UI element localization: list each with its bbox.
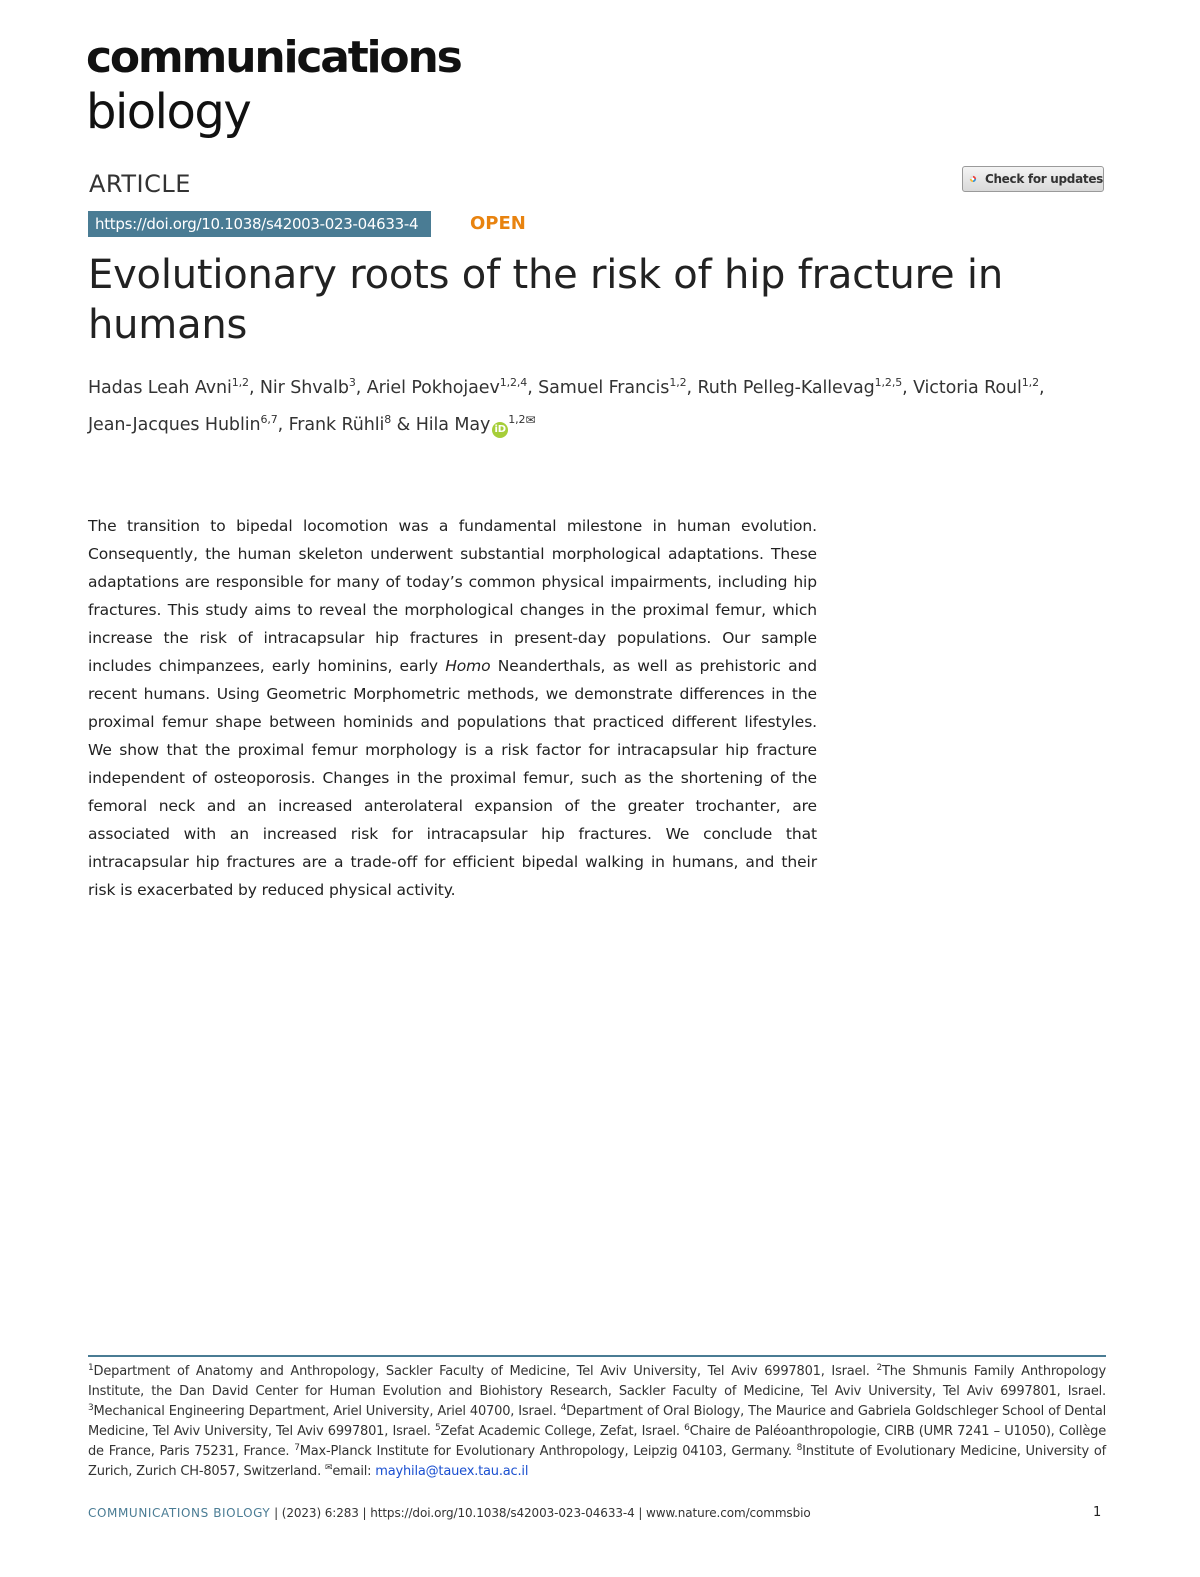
envelope-icon[interactable]: ✉ <box>525 413 536 427</box>
email-link[interactable]: mayhila@tauex.tau.ac.il <box>375 1464 529 1479</box>
crossmark-icon <box>969 170 977 188</box>
page-number: 1 <box>1093 1505 1102 1520</box>
author[interactable]: Hadas Leah Avni$^{1,2}$ <box>88 376 249 398</box>
page-footer: COMMUNICATIONS BIOLOGY | (2023) 6:283 | https://doi.org/10.1038/s42003-023-04633-4 | www.nature.com/commsbio <box>88 1506 811 1520</box>
open-access-label: OPEN <box>470 213 526 234</box>
journal-name-line1: communications <box>86 32 461 83</box>
author[interactable]: Ariel Pokhojaev$^{1,2,4}$ <box>366 376 528 398</box>
check-for-updates-label: Check for updates <box>984 172 1103 186</box>
author[interactable]: Nir Shvalb$^3$ <box>259 376 356 398</box>
journal-name-line2: biology <box>86 84 251 140</box>
orcid-icon[interactable]: iD <box>492 422 508 438</box>
abstract: The transition to bipedal locomotion was a fundamental milestone in human evolution. Consequently, the human skeleton underwent substantial morphological adaptations. These adaptations are responsible for many of today’s common physical impairments, including hip fractures. This study aims to reveal the morphological changes in the proximal femur, which increase the risk of intracapsular hip fractures in present-day populations. Our sample includes chimpanzees, early hominins, early Homo Neanderthals, as well as prehistoric and recent humans. Using Geometric Morphometric methods, we demonstrate differences in the proximal femur shape between hominids and populations that practiced different lifestyles. We show that the proximal femur morphology is a risk factor for intracapsular hip fracture independent of osteoporosis. Changes in the proximal femur, such as the shortening of the femoral neck and an increased anterolateral expansion of the greater trochanter, are associated with an increased risk for intracapsular hip fractures. We conclude that intracapsular hip fractures are a trade-off for efficient bipedal walking in humans, and their risk is exacerbated by reduced physical activity. <box>88 517 817 899</box>
affiliations: $^1$Department of Anatomy and Anthropology, Sackler Faculty of Medicine, Tel Aviv University, Tel Aviv 6997801, Israel. $^2$The Shmunis Family Anthropology Institute, the Dan David Center for Human Evolution and Biohistory Research, Sackler Faculty of Medicine, Tel Aviv University, Tel Aviv 6997801, Israel. $^3$Mechanical Engineering Department, Ariel University, Ariel 40700, Israel. $^4$Department of Oral Biology, The Maurice and Gabriela Goldschleger School of Dental Medicine, Tel Aviv University, Tel Aviv 6997801, Israel. $^5$Zefat Academic College, Zefat, Israel. $^6$Chaire de Paléoanthropologie, CIRB (UMR 7241 – U1050), Collège de France, Paris 75231, France. $^7$Max-Planck Institute for Evolutionary Anthropology, Leipzig 04103, Germany. $^8$Institute of Evolutionary Medicine, University of Zurich, Zurich CH-8057, Switzerland. ✉email: mayhila@tauex.tau.ac.il <box>88 1363 1107 1479</box>
footnote-divider <box>88 1355 1106 1357</box>
article-type-label: ARTICLE <box>89 170 191 198</box>
footer-journal: COMMUNICATIONS BIOLOGY <box>88 1506 271 1520</box>
author[interactable]: Hila May $iD^{1,2✉}$ <box>416 415 536 435</box>
author[interactable]: Jean-Jacques Hublin$^{6,7}$ <box>88 413 278 435</box>
doi-link[interactable]: https://doi.org/10.1038/s42003-023-04633-4 <box>88 211 431 237</box>
author[interactable]: Ruth Pelleg-Kallevag$^{1,2,5}$ <box>697 376 903 398</box>
check-for-updates-button[interactable] <box>962 166 1104 192</box>
author-list: Hadas Leah Avni$^{1,2}$, Nir Shvalb$^3$, Ariel Pokhojaev$^{1,2,4}$, Samuel Francis$^{1,2}$, Ruth Pelleg-Kallevag$^{1,2,5}$, Victoria Roul$^{1,2}$, Jean-Jacques Hublin$^{6,7}$, Frank Rühli$^8$ & Hila May $iD^{1,2✉}$ <box>88 372 1113 441</box>
author[interactable]: Frank Rühli$^8$ <box>288 413 392 435</box>
footer-site-link[interactable]: www.nature.com/commsbio <box>646 1506 811 1520</box>
author[interactable]: Victoria Roul$^{1,2}$ <box>913 376 1039 398</box>
envelope-icon: ✉ <box>324 1463 333 1473</box>
article-title: Evolutionary roots of the risk of hip fracture in humans <box>88 252 1003 348</box>
author[interactable]: Samuel Francis$^{1,2}$ <box>538 376 687 398</box>
footer-doi-link[interactable]: https://doi.org/10.1038/s42003-023-04633-4 <box>370 1506 635 1520</box>
